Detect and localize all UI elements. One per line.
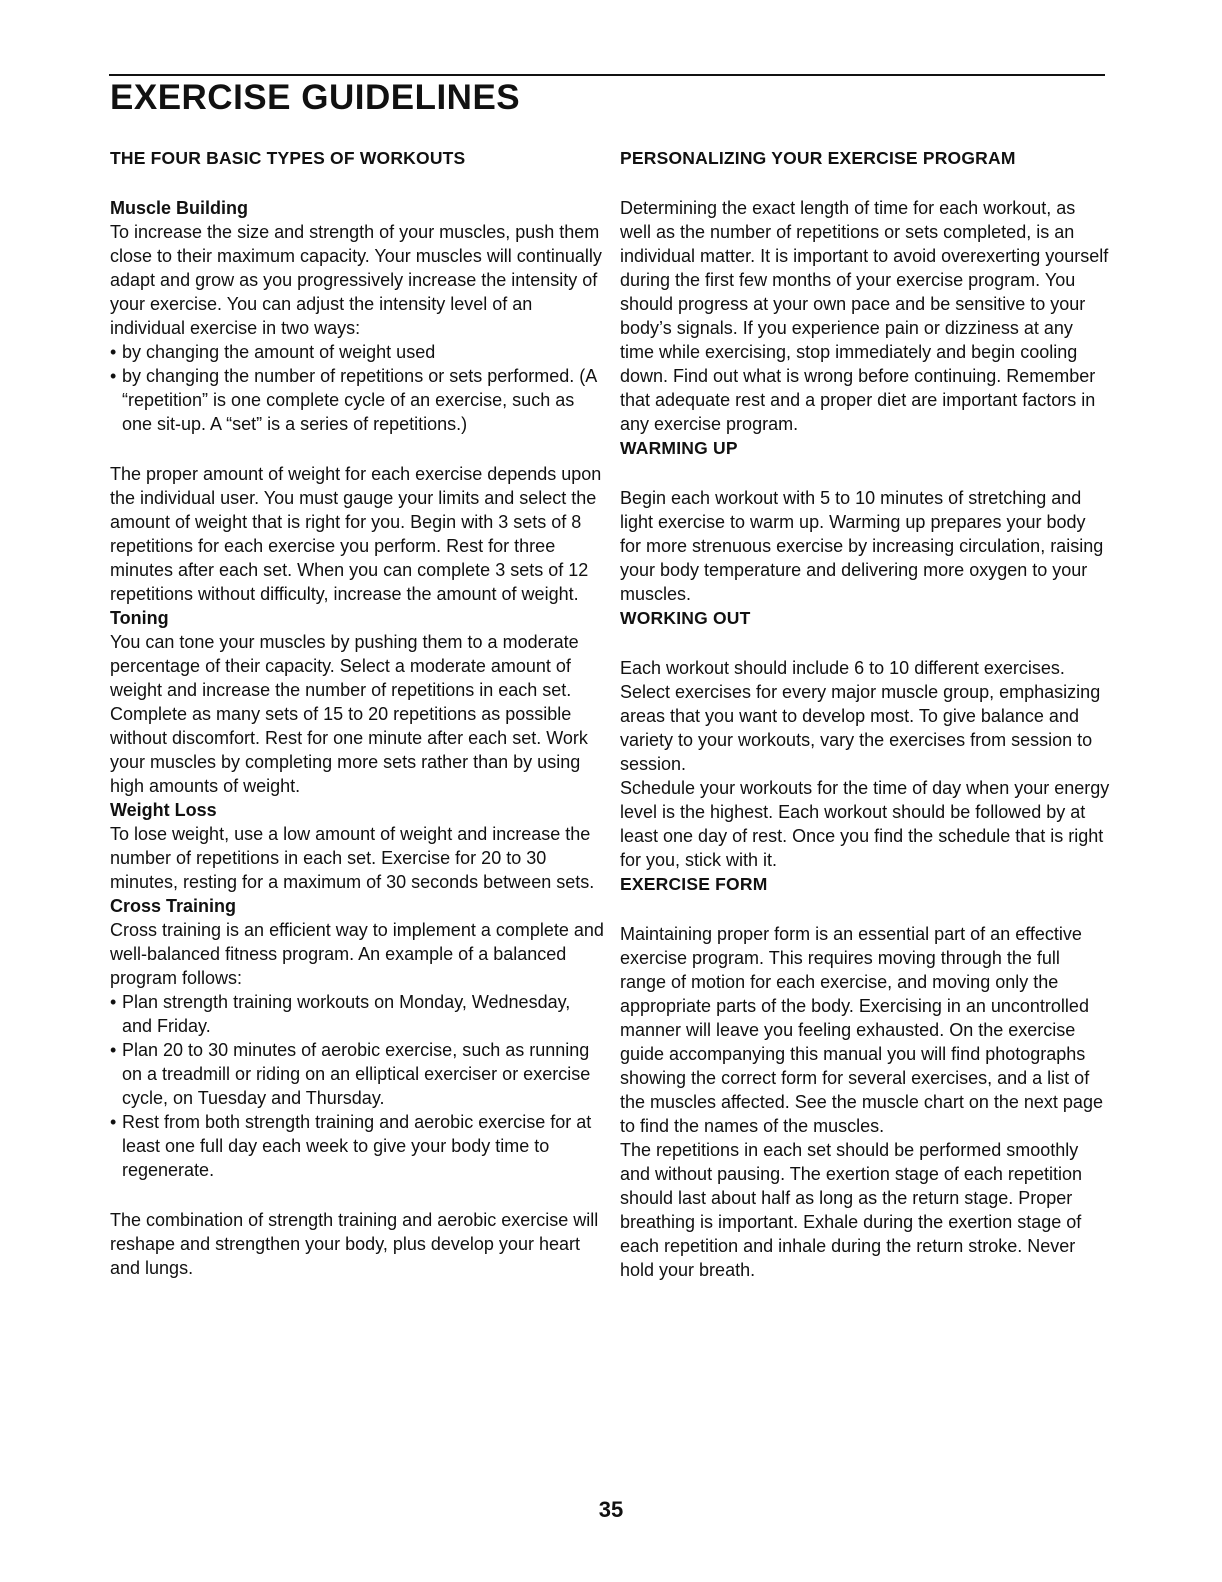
muscle-building-title: Muscle Building	[110, 198, 249, 218]
personalizing-body: Determining the exact length of time for each workout, as well as the number of repetitions or sets completed, is an individual matter. It is important to avoid overexerting yourself during the first few months of your exercise program. You should progress at your own pace and be sensitive to your body’s signals. If you experience pain or dizziness at any time while exercising, stop immediately and begin cooling down. Find out what is wrong before continuing. Remember that adequate rest and a proper diet are important factors in any exercise program.	[620, 198, 1109, 434]
muscle-building-intro: To increase the size and strength of your muscles, push them close to their maximum capacity. Your muscles will continually adapt and grow as you progressively increase the intensity of your exercise. You can adjust the intensity level of an individual exercise in two ways:	[110, 222, 602, 338]
weight-loss-title: Weight Loss	[110, 800, 217, 820]
exercise-form-section	[620, 872, 1110, 1282]
toning-title: Toning	[110, 608, 169, 628]
cross-training-title: Cross Training	[110, 896, 237, 916]
muscle-building-body: The proper amount of weight for each exercise depends upon the individual user. You must gauge your limits and select the amount of weight that is right for you. Begin with 3 sets of 8 repetitions for each exercise you perform. Rest for three minutes after each set. When you can complete 3 sets of 12 repetitions without difficulty, increase the amount of weight.	[110, 464, 602, 604]
section-heading-personalizing: PERSONALIZING YOUR EXERCISE PROGRAM	[620, 148, 1016, 168]
bullet-item: • Plan 20 to 30 minutes of aerobic exercise, such as running on a treadmill or riding on an elliptical exerciser or exercise cycle, on Tuesday and Thursday.	[110, 1038, 604, 1110]
section-heading-warming-up: WARMING UP	[620, 438, 738, 458]
bullet-item: • by changing the amount of weight used	[110, 340, 604, 364]
cross-training-section	[110, 894, 604, 1280]
muscle-building-section	[110, 196, 604, 606]
section-heading-exercise-form: EXERCISE FORM	[620, 874, 768, 894]
bullet-item: • Plan strength training workouts on Monday, Wednesday, and Friday.	[110, 990, 604, 1038]
personalizing-section	[620, 146, 1110, 436]
bullet-item: • Rest from both strength training and aerobic exercise for at least one full day each week to give your body time to regenerate.	[110, 1110, 604, 1182]
page-title: EXERCISE GUIDELINES	[110, 78, 521, 117]
exercise-form-body-1: Maintaining proper form is an essential part of an effective exercise program. This requires moving through the full range of motion for each exercise, and moving only the appropriate parts of the body. Exercising in an uncontrolled manner will leave you feeling exhausted. On the exercise guide accompanying this manual you will find photographs showing the correct form for several exercises, and a list of the muscles affected. See the muscle chart on the next page to find the names of the muscles.	[620, 924, 1103, 1136]
working-out-section	[620, 606, 1110, 872]
muscle-building-bullets	[110, 340, 604, 436]
weight-loss-body: To lose weight, use a low amount of weight and increase the number of repetitions in each set. Exercise for 20 to 30 minutes, resting for a maximum of 30 seconds between sets.	[110, 824, 595, 892]
warming-up-body: Begin each workout with 5 to 10 minutes of stretching and light exercise to warm up. Warming up prepares your body for more strenuous exercise by increasing circulation, raising your body temperature and delivering more oxygen to your muscles.	[620, 488, 1104, 604]
section-heading-four-basic-types: THE FOUR BASIC TYPES OF WORKOUTS	[110, 148, 466, 168]
weight-loss-section	[110, 798, 604, 894]
page-number: 35	[598, 1497, 624, 1522]
toning-section	[110, 606, 604, 798]
cross-training-body: The combination of strength training and aerobic exercise will reshape and strengthen your body, plus develop your heart and lungs.	[110, 1210, 599, 1278]
toning-body: You can tone your muscles by pushing them to a moderate percentage of their capacity. Select a moderate amount of weight and increase the number of repetitions in each set. Complete as many sets of 15 to 20 repetitions as possible without discomfort. Rest for one minute after each set. Work your muscles by completing more sets rather than by using high amounts of weight.	[110, 632, 588, 796]
warming-up-section	[620, 436, 1110, 606]
right-column	[620, 146, 1110, 1282]
section-heading-working-out: WORKING OUT	[620, 608, 751, 628]
cross-training-intro: Cross training is an efficient way to implement a complete and well-balanced fitness program. An example of a balanced program follows:	[110, 920, 604, 988]
cross-training-bullets	[110, 990, 604, 1182]
bullet-item: • by changing the number of repetitions or sets performed. (A “repetition” is one complete cycle of an exercise, such as one sit-up. A “set” is a series of repetitions.)	[110, 364, 604, 436]
working-out-body-2: Schedule your workouts for the time of day when your energy level is the highest. Each workout should be followed by at least one day of rest. Once you find the schedule that is right for you, stick with it.	[620, 778, 1110, 870]
working-out-body-1: Each workout should include 6 to 10 different exercises. Select exercises for every major muscle group, emphasizing areas that you want to develop most. To give balance and variety to your workouts, vary the exercises from session to session.	[620, 658, 1101, 774]
exercise-form-body-2: The repetitions in each set should be performed smoothly and without pausing. The exertion stage of each repetition should last about half as long as the return stage. Proper breathing is important. Exhale during the exertion stage of each repetition and inhale during the return stroke. Never hold your breath.	[620, 1140, 1082, 1280]
left-column	[110, 146, 604, 1280]
